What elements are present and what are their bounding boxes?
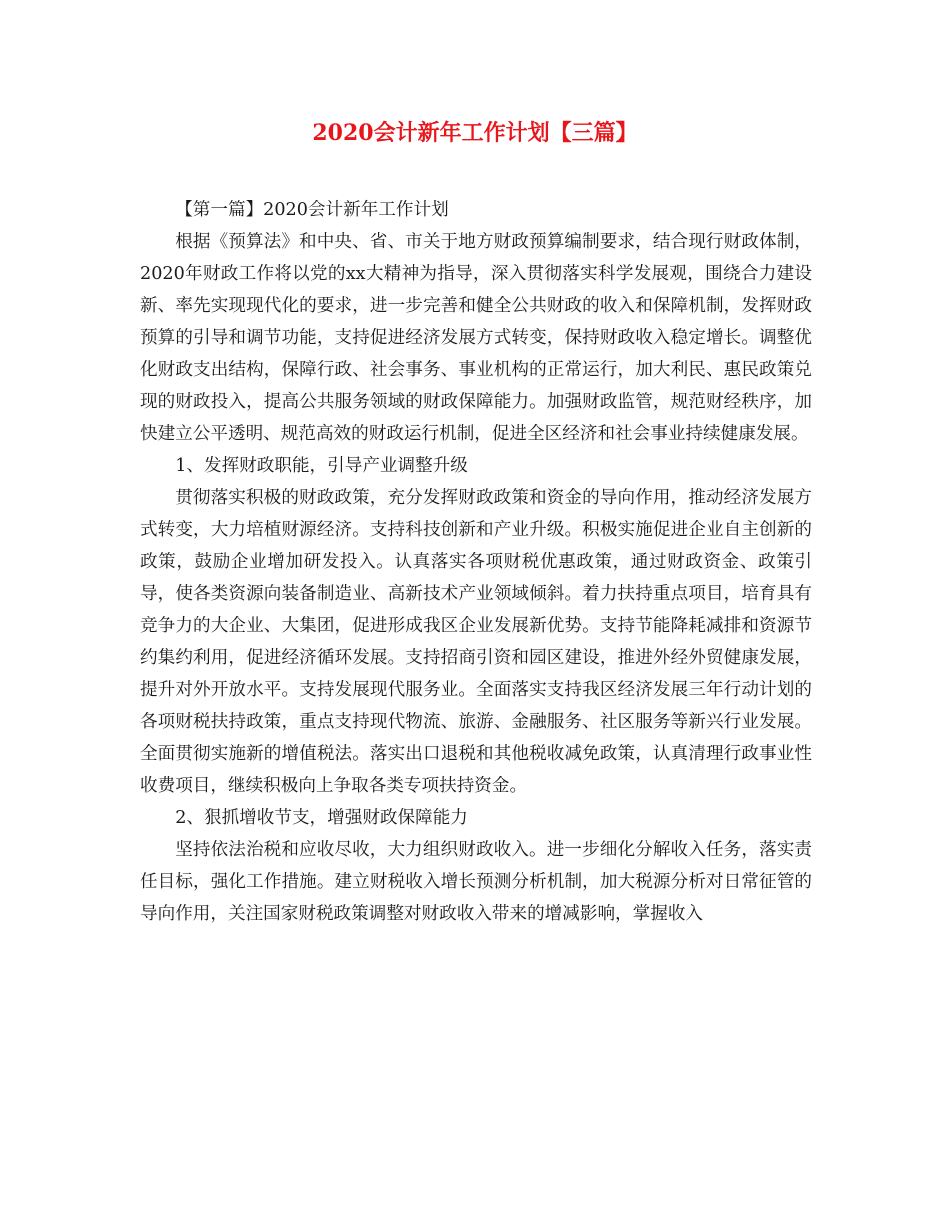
document-body [140, 194, 812, 930]
paragraph: 根据《预算法》和中央、省、市关于地方财政预算编制要求，结合现行财政体制，2020年财政工作将以党的xx大精神为指导，深入贯彻落实科学发展观，围绕合力建设新、率先实现现代化的要求，进一步完善和健全公共财政的收入和保障机制，发挥财政预算的引导和调节功能，支持促进经济发展方式转变，保持财政收入稳定增长。调整优化财政支出结构，保障行政、社会事务、事业机构的正常运行，加大利民、惠民政策兑现的财政投入，提高公共服务领域的财政保障能力。加强财政监管，规范财经秩序，加快建立公平透明、规范高效的财政运行机制，促进全区经济和社会事业持续健康发展。 [140, 232, 812, 444]
document-title: 2020会计新年工作计划【三篇】 [312, 120, 638, 146]
subsection-heading: 2、狠抓增收节支，增强财政保障能力 [175, 808, 468, 828]
section-heading: 【第一篇】2020会计新年工作计划 [175, 200, 449, 220]
paragraph: 坚持依法治税和应收尽收，大力组织财政收入。进一步细化分解收入任务，落实责任目标，强化工作措施。建立财税收入增长预测分析机制，加大税源分析对日常征管的导向作用，关注国家财税政策调整对财政收入带来的增减影响，掌握收入 [140, 840, 812, 924]
paragraph: 贯彻落实积极的财政政策，充分发挥财政政策和资金的导向作用，推动经济发展方式转变，大力培植财源经济。支持科技创新和产业升级。积极实施促进企业自主创新的政策，鼓励企业增加研发投入。认真落实各项财税优惠政策，通过财政资金、政策引导，使各类资源向装备制造业、高新技术产业领域倾斜。着力扶持重点项目，培育具有竞争力的大企业、大集团，促进形成我区企业发展新优势。支持节能降耗减排和资源节约集约利用，促进经济循环发展。支持招商引资和园区建设，推进外经外贸健康发展，提升对外开放水平。支持发展现代服务业。全面落实支持我区经济发展三年行动计划的各项财税扶持政策，重点支持现代物流、旅游、金融服务、社区服务等新兴行业发展。全面贯彻实施新的增值税法。落实出口退税和其他税收减免政策，认真清理行政事业性收费项目，继续积极向上争取各类专项扶持资金。 [140, 488, 812, 796]
subsection-heading: 1、发挥财政职能，引导产业调整升级 [175, 456, 468, 476]
